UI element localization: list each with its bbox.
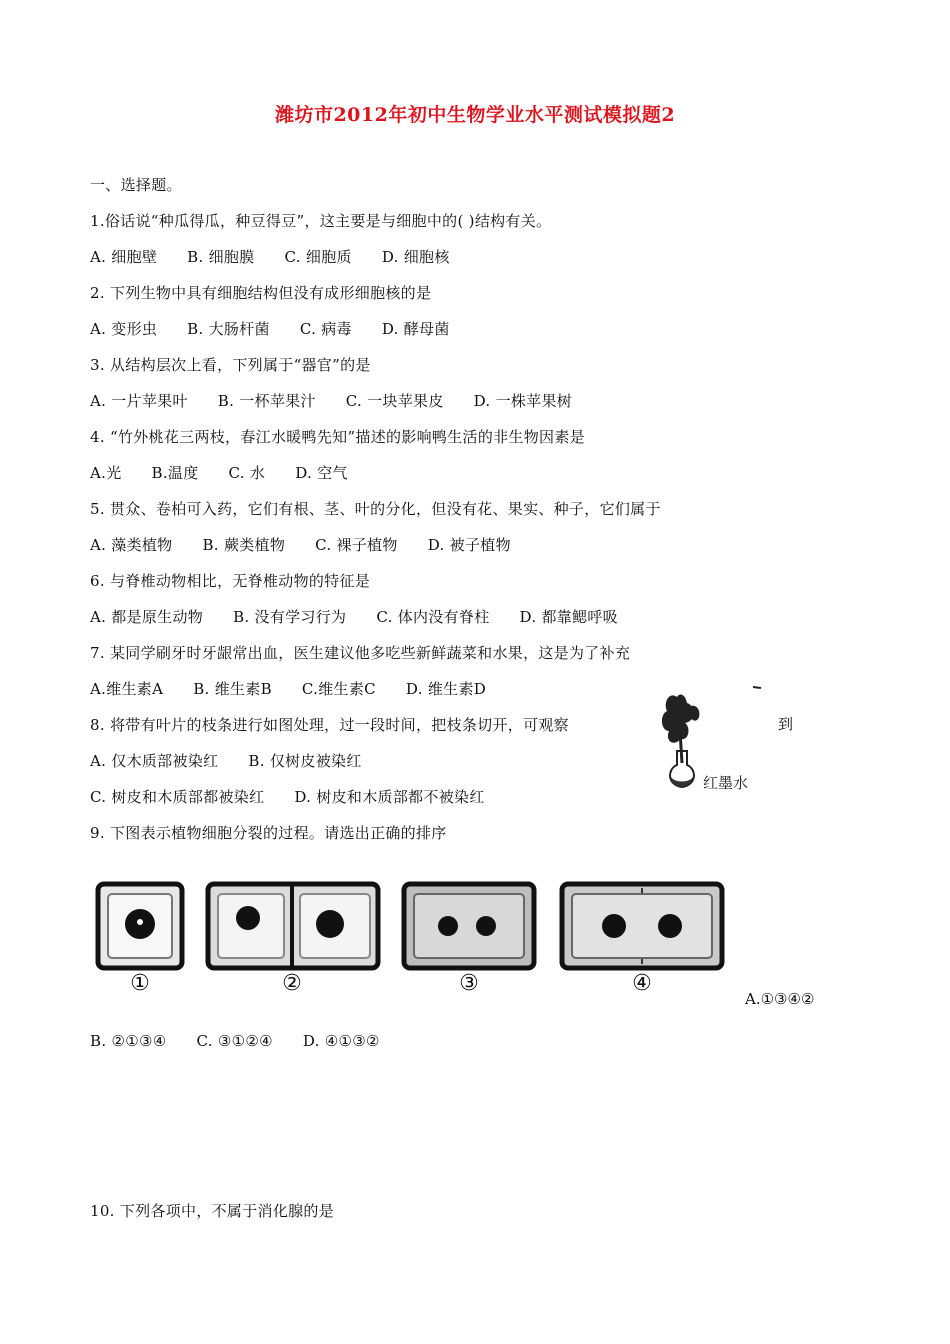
q2-option-b: B. 大肠杆菌 [187, 320, 270, 338]
q5-option-a: A. 藻类植物 [90, 536, 173, 554]
leaves-shape [662, 695, 694, 743]
q9-option-b: B. ②①③④ [90, 1032, 167, 1050]
q6-option-b: B. 没有学习行为 [233, 608, 347, 626]
q5-option-d: D. 被子植物 [427, 536, 511, 554]
q7-stem: 7. 某同学刷牙时牙龈常出血，医生建议他多吃些新鲜蔬菜和水果，这是为了补充 [90, 644, 631, 662]
q8-stem: 8. 将带有叶片的枝条进行如图处理，过一段时间，把枝条切开，可观察 [90, 716, 569, 734]
q6-option-d: D. 都靠鳃呼吸 [519, 608, 618, 626]
q3-option-b: B. 一杯苹果汁 [217, 392, 316, 410]
q2-option-d: D. 酵母菌 [381, 320, 450, 338]
q6-option-c: C. 体内没有脊柱 [376, 608, 490, 626]
q8-stem-end: 到 [778, 715, 794, 733]
q8-options-row2 [90, 786, 515, 807]
q5-option-b: B. 蕨类植物 [202, 536, 286, 554]
page-title: 潍坊市2012年初中生物学业水平测试模拟题2 [274, 104, 676, 126]
stage-label-2: ② [282, 971, 302, 996]
stage-label-3: ③ [459, 971, 479, 996]
stage-label-1: ① [130, 971, 150, 996]
q2-option-c: C. 病毒 [299, 320, 352, 338]
cell-division-figure [92, 878, 732, 1000]
stage-label-4: ④ [632, 971, 652, 996]
q4-option-b: B.温度 [151, 464, 199, 482]
stem-in-red-ink-figure [655, 685, 765, 805]
q8-option-b: B. 仅树皮被染红 [248, 752, 362, 770]
q3-options [90, 390, 602, 411]
q1-option-a: A. 细胞壁 [90, 248, 158, 266]
q7-option-b: B. 维生素B [193, 680, 272, 698]
q7-option-c: C.维生素C [301, 680, 376, 698]
q4-option-c: C. 水 [228, 464, 266, 482]
cell-stage-1 [98, 884, 182, 968]
q1-option-b: B. 细胞膜 [187, 248, 255, 266]
q10-stem: 10. 下列各项中，不属于消化腺的是 [90, 1202, 335, 1220]
q3-option-d: D. 一株苹果树 [473, 392, 573, 410]
q4-stem: 4. “竹外桃花三两枝，春江水暖鸭先知”描述的影响鸭生活的非生物因素是 [90, 428, 585, 446]
q3-option-c: C. 一块苹果皮 [345, 392, 444, 410]
q9-options [90, 1032, 410, 1050]
q8-options-row1 [90, 750, 392, 771]
q9-option-d: D. ④①③② [302, 1032, 380, 1050]
q3-option-a: A. 一片苹果叶 [90, 392, 188, 410]
section-heading: 一、选择题。 [90, 176, 182, 194]
q5-stem: 5. 贯众、卷柏可入药，它们有根、茎、叶的分化，但没有花、果实、种子，它们属于 [90, 500, 661, 518]
q2-stem: 2. 下列生物中具有细胞结构但没有成形细胞核的是 [90, 284, 432, 302]
q6-options [90, 606, 648, 627]
q2-option-a: A. 变形虫 [90, 320, 158, 338]
q6-option-a: A. 都是原生动物 [90, 608, 204, 626]
q8-option-c: C. 树皮和木质部都被染红 [90, 788, 265, 806]
q7-option-a: A.维生素A [90, 680, 164, 698]
q1-stem: 1.俗话说“种瓜得瓜，种豆得豆”，这主要是与细胞中的( )结构有关。 [90, 212, 552, 230]
q1-option-d: D. 细胞核 [381, 248, 450, 266]
q8-option-a: A. 仅木质部被染红 [90, 752, 219, 770]
q4-option-d: D. 空气 [295, 464, 348, 482]
cell-stage-2 [208, 884, 378, 968]
q9-option-a: A.①③④② [745, 990, 815, 1008]
q6-stem: 6. 与脊椎动物相比，无脊椎动物的特征是 [90, 572, 371, 590]
q9-stem: 9. 下图表示植物细胞分裂的过程。请选出正确的排序 [90, 824, 447, 842]
q7-option-d: D. 维生素D [405, 680, 487, 698]
q5-option-c: C. 裸子植物 [315, 536, 398, 554]
q7-options [90, 678, 516, 699]
q8-option-d: D. 树皮和木质部都不被染红 [294, 788, 485, 806]
cell-stage-3 [404, 884, 534, 968]
q4-option-a: A.光 [90, 464, 122, 482]
q2-options [90, 318, 480, 339]
q4-options [90, 462, 378, 483]
q3-stem: 3. 从结构层次上看，下列属于“器官”的是 [90, 356, 371, 374]
q9-option-c: C. ③①②④ [196, 1032, 273, 1050]
cell-stage-4 [562, 884, 722, 968]
q1-option-c: C. 细胞质 [284, 248, 352, 266]
q1-options [90, 246, 480, 267]
q5-options [90, 534, 541, 555]
red-ink-label: 红墨水 [703, 774, 749, 792]
